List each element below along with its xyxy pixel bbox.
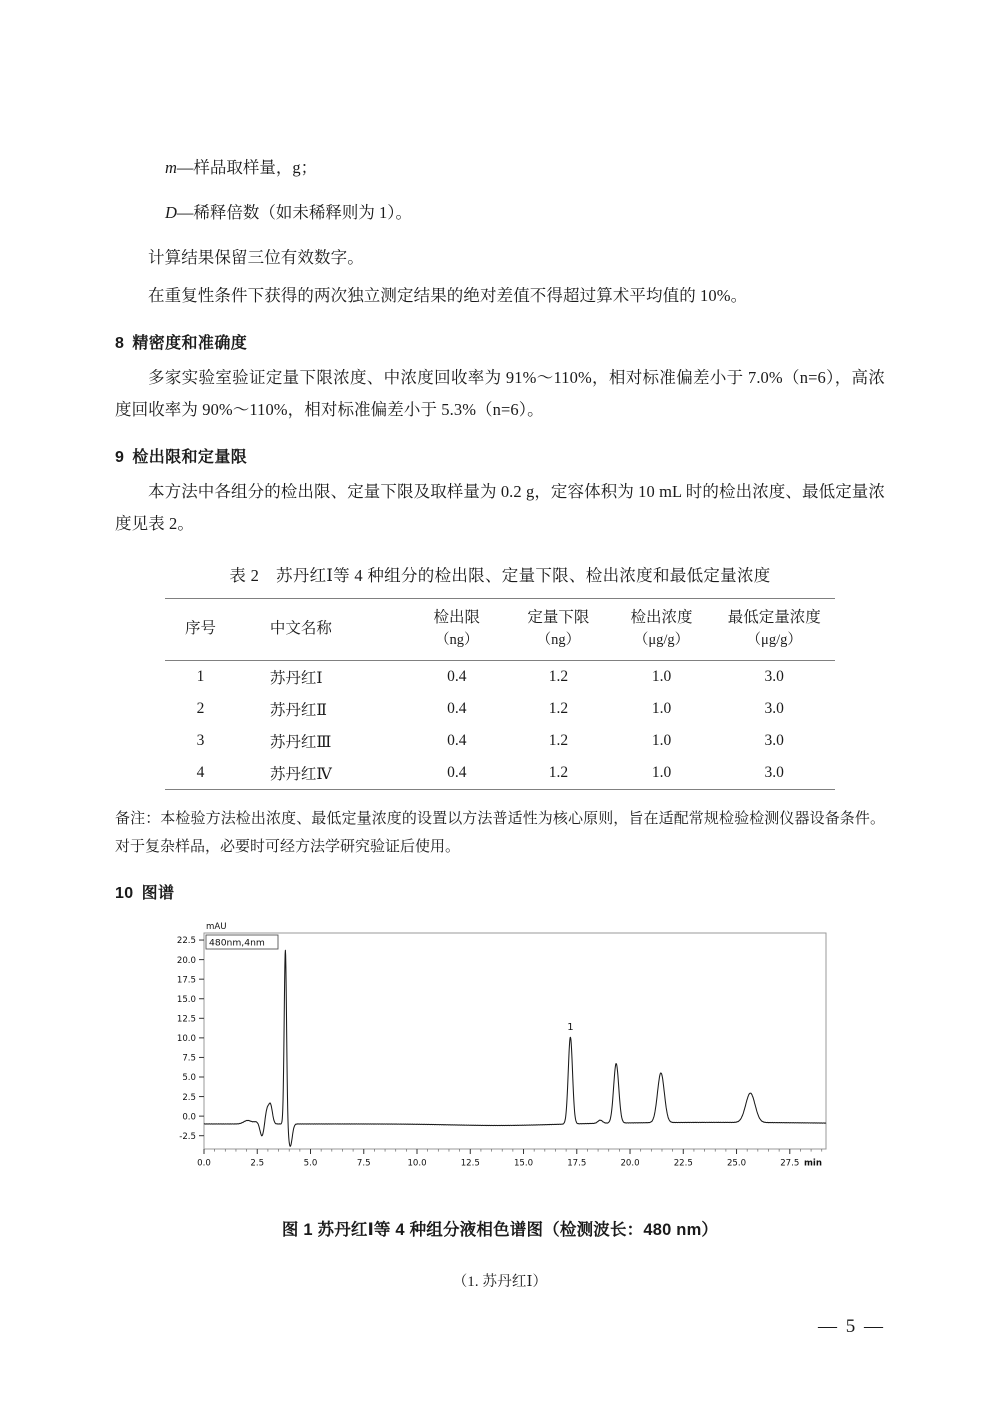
x-tick-label: 0.0 xyxy=(197,1158,211,1169)
x-tick-label: 15.0 xyxy=(513,1158,534,1169)
section-number: 10 xyxy=(115,884,134,902)
table-header-row xyxy=(165,599,835,661)
header-label: 序号 xyxy=(184,620,216,638)
section-heading-8 xyxy=(115,330,885,353)
x-tick-label: 20.0 xyxy=(620,1158,640,1169)
cell-index: 2 xyxy=(196,700,205,718)
column-header-min-quant-conc xyxy=(713,599,835,661)
section-number: 8 xyxy=(115,334,125,352)
column-header-index xyxy=(165,599,236,661)
column-header-quant-limit xyxy=(507,599,609,661)
table-body xyxy=(165,661,835,790)
cell-name: 苏丹红Ⅳ xyxy=(269,766,332,784)
section-9-body: 本方法中各组分的检出限、定量下限及取样量为 0.2 g，定容体积为 10 mL 时的检出浓度、最低定量浓度见表 2。 xyxy=(115,482,886,534)
header-unit: （μg/g） xyxy=(633,631,690,648)
cell-index: 1 xyxy=(196,668,205,686)
legend-label: 480nm,4nm xyxy=(209,937,265,949)
y-tick-label: -2.5 xyxy=(179,1131,196,1142)
section-heading-9 xyxy=(115,444,885,467)
y-tick-label: 10.0 xyxy=(176,1033,196,1044)
header-label: 检出浓度 xyxy=(630,609,693,627)
chromatogram-svg xyxy=(150,917,850,1189)
y-tick-label: 17.5 xyxy=(176,975,196,986)
y-tick-label: 2.5 xyxy=(182,1092,196,1103)
cell-min-quant-conc: 3.0 xyxy=(764,668,784,686)
cell-detection-conc: 1.0 xyxy=(651,732,672,750)
variable-dash: — xyxy=(176,158,194,177)
peak-label: 1 xyxy=(567,1021,574,1033)
y-tick-label: 20.0 xyxy=(176,955,196,966)
x-tick-label: 27.5 xyxy=(780,1158,800,1169)
cell-detection-limit: 0.4 xyxy=(447,732,467,750)
table-note: 备注：本检验方法检出浓度、最低定量浓度的设置以方法普适性为核心原则，旨在适配常规检验检测仪器设备条件。对于复杂样品，必要时可经方法学研究验证后使用。 xyxy=(115,811,885,856)
table-row xyxy=(165,693,835,725)
detection-limit-table xyxy=(165,598,835,790)
section-heading-10 xyxy=(115,880,885,903)
variable-text: 稀释倍数（如未稀释则为 1）。 xyxy=(193,203,413,223)
table-row xyxy=(165,725,835,757)
header-unit: （μg/g） xyxy=(746,631,802,648)
figure-subcaption: （1. 苏丹红Ⅰ） xyxy=(452,1273,548,1290)
x-axis-label: min xyxy=(803,1158,822,1169)
y-tick-label: 5.0 xyxy=(182,1073,196,1084)
cell-min-quant-conc: 3.0 xyxy=(764,700,784,718)
variable-list xyxy=(115,152,885,229)
y-tick-label: 12.5 xyxy=(176,1014,196,1025)
cell-min-quant-conc: 3.0 xyxy=(764,732,784,750)
header-unit: （ng） xyxy=(435,631,479,648)
figure-caption: 图 1 苏丹红Ⅰ等 4 种组分液相色谱图（检测波长：480 nm） xyxy=(281,1220,719,1239)
cell-name: 苏丹红Ⅱ xyxy=(269,702,327,720)
variable-dash: — xyxy=(176,203,194,223)
cell-quant-limit: 1.2 xyxy=(548,764,569,782)
table-row xyxy=(165,661,835,694)
y-tick-label: 7.5 xyxy=(182,1053,196,1064)
x-tick-label: 5.0 xyxy=(303,1158,318,1169)
x-tick-label: 10.0 xyxy=(407,1158,427,1169)
cell-index: 4 xyxy=(196,764,205,782)
cell-name: 苏丹红Ⅰ xyxy=(269,670,323,688)
cell-detection-conc: 1.0 xyxy=(651,700,672,718)
plot-frame xyxy=(204,933,826,1149)
column-header-detection-conc xyxy=(610,599,714,661)
paragraph-significant-figures: 计算结果保留三位有效数字。 xyxy=(148,248,364,268)
x-tick-label: 12.5 xyxy=(460,1158,480,1169)
variable-text: 样品取样量，g； xyxy=(193,158,318,177)
section-number: 9 xyxy=(115,449,125,467)
cell-detection-limit: 0.4 xyxy=(447,764,467,782)
section-title: 检出限和定量限 xyxy=(132,449,248,467)
header-label: 中文名称 xyxy=(269,620,332,638)
header-label: 最低定量浓度 xyxy=(727,609,821,627)
table-row xyxy=(165,757,835,790)
cell-index: 3 xyxy=(196,732,205,750)
variable-line-m xyxy=(115,152,885,184)
header-label: 定量下限 xyxy=(527,609,590,627)
cell-quant-limit: 1.2 xyxy=(548,700,569,718)
cell-detection-limit: 0.4 xyxy=(447,700,467,718)
section-title: 图谱 xyxy=(141,884,175,902)
section-8-body: 多家实验室验证定量下限浓度、中浓度回收率为 91%～110%，相对标准偏差小于 7.0%（n=6），高浓度回收率为 90%～110%，相对标准偏差小于 5.3%（n=6）。 xyxy=(115,367,885,419)
y-axis-label: mAU xyxy=(206,921,227,932)
section-title: 精密度和准确度 xyxy=(132,334,248,352)
y-tick-label: 15.0 xyxy=(176,994,196,1005)
page-number: — 5 — xyxy=(818,1316,885,1337)
x-tick-label: 17.5 xyxy=(567,1158,587,1169)
header-unit: （ng） xyxy=(536,631,581,648)
legend xyxy=(206,935,278,949)
y-tick-label: 0.0 xyxy=(182,1112,196,1123)
variable-line-d xyxy=(115,197,885,229)
cell-quant-limit: 1.2 xyxy=(548,732,569,750)
header-label: 检出限 xyxy=(433,609,481,627)
table-caption: 表 2 苏丹红Ⅰ等 4 种组分的检出限、定量下限、检出浓度和最低定量浓度 xyxy=(229,566,771,586)
x-tick-label: 25.0 xyxy=(726,1158,747,1169)
column-header-name xyxy=(236,599,407,661)
cell-detection-limit: 0.4 xyxy=(447,668,467,686)
x-tick-label: 2.5 xyxy=(250,1158,265,1169)
cell-detection-conc: 1.0 xyxy=(651,668,672,686)
cell-min-quant-conc: 3.0 xyxy=(764,764,784,782)
cell-quant-limit: 1.2 xyxy=(548,668,569,686)
chromatogram-trace xyxy=(204,950,826,1146)
y-tick-label: 22.5 xyxy=(176,936,196,947)
column-header-detection-limit xyxy=(406,599,507,661)
variable-symbol: D xyxy=(165,203,177,223)
table-head xyxy=(165,599,835,661)
x-tick-label: 22.5 xyxy=(673,1158,693,1169)
paragraph-repeatability: 在重复性条件下获得的两次独立测定结果的绝对差值不得超过算术平均值的 10%。 xyxy=(148,285,748,305)
chromatogram-figure xyxy=(150,917,850,1194)
x-tick-label: 7.5 xyxy=(356,1158,371,1169)
cell-detection-conc: 1.0 xyxy=(651,764,672,782)
cell-name: 苏丹红Ⅲ xyxy=(269,734,332,752)
variable-symbol: m xyxy=(165,158,177,177)
